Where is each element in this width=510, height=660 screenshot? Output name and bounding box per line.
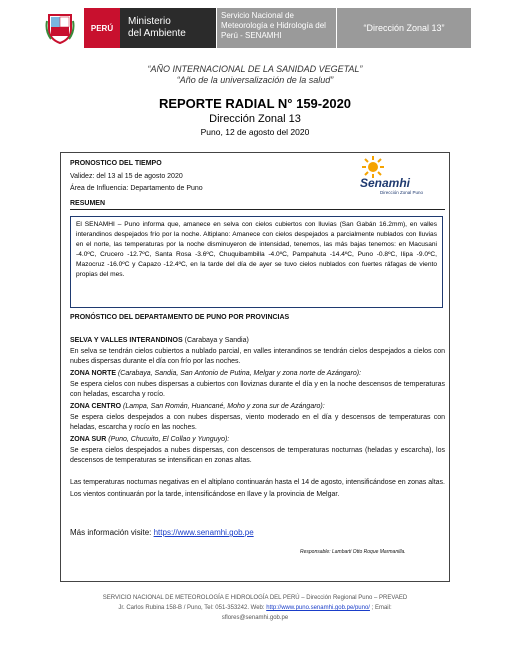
footer-line-2 [60,603,450,613]
sur-title: ZONA SUR [70,436,107,443]
peru-coat-of-arms-icon [36,8,84,48]
date-place: Puno, 12 de agosto del 2020 [200,127,310,137]
selva-title: SELVA Y VALLES INTERANDINOS [70,337,183,344]
direction-label: Dirección Zonal 13 [209,113,301,125]
zone-label: “Dirección Zonal 13” [336,8,471,48]
summary-text: El SENAMHI – Puno informa que, amanece en selva con cielos cubiertos con lluvias (San Gabán 16.2mm), en valles interandinos despejados frío por la noche. Altiplano: Amanece con cielos despejados a parcialmente nublados con lluvias en el norte, las temperaturas por la noche disminuyeron de intensidad, tenemos, las más bajas tenemos: en Macusani -4.0ºC, Crucero -12.7ºC, Santa Rosa -3.6ºC, Chuquibambilla -4.0ºC, Pampahuta -14.4ºC, Puno -0.8ºC, Ilipa -9.0ºC, Mazocruz -16.0ºC y Capazo -12.4ºC, en la tarde del día de ayer se tuvo cielos nublados con fuertes ráfagas de viento propias del mes. [70,216,443,308]
more-info [70,528,254,538]
forecast-validity: Validez: del 13 al 15 de agosto 2020 [70,173,183,180]
ministry-label [120,8,216,48]
night-temperatures-text: Las temperaturas nocturnas negativas en el altiplano continuarán hasta el 14 de agosto, intensificándose en zonas altas. Los vientos continuarán por la tarde, intensificándose en Ilave y la provincia de Melgar. [70,479,445,498]
norte-places: (Carabaya, Sandia, San Antonio de Putina, Melgar y zona norte de Azángaro): [116,370,362,377]
centro-text: Se espera cielos despejados a con nubes dispersas, viento moderado en el día y descensos de temperaturas con heladas, escarcha y rocío en las noches. [70,414,445,431]
forecast-heading: PRONOSTICO DEL TIEMPO [70,160,162,167]
footer-email-label: ; Email: [369,605,392,611]
forecast-area: Área de Influencia: Departamento de Puno [70,185,203,192]
selva-heading [70,336,445,346]
peru-label: PERÚ [84,8,120,48]
centro-title: ZONA CENTRO [70,403,122,410]
provinces-heading: PRONÓSTICO DEL DEPARTAMENTO DE PUNO POR PROVINCIAS [70,314,290,321]
service-line-1: Servicio Nacional de [221,11,294,20]
sur-places: (Puno, Chucuito, El Collao y Yunguyo): [106,436,230,443]
selva-places: (Carabaya y Sandia) [182,337,249,344]
logo-subtext: Dirección Zonal Puno [380,190,424,195]
footer-line-1: SERVICIO NACIONAL DE METEOROLOGÍA E HIDROLOGÍA DEL PERÚ – Dirección Regional Puno – PREVAED [102,595,408,601]
senamhi-logo [358,156,438,196]
sur-text: Se espera cielos despejados a nubes dispersas, con descensos de temperaturas nocturnas (heladas y escarcha), los descensos de temperaturas se intensifican en zonas altas. [70,447,445,464]
summary-heading: RESUMEN [70,200,106,207]
selva-text: En selva se tendrán cielos cubiertos a nublado parcial, en valles interandinos se tendrán cielos despejados a cielos con nubes dispersas durante el día con frío por las noches. [70,348,445,365]
sur-heading [70,435,445,445]
centro-places: (Lampa, San Román, Huancané, Moho y zona sur de Azángaro): [121,403,325,410]
report-title: REPORTE RADIAL N° 159-2020 [158,96,352,111]
centro-heading [70,402,445,412]
norte-text: Se espera cielos con nubes dispersas a cubiertos con lloviznas durante el día y en la noche descensos de temperaturas con heladas, escarcha y rocío. [70,381,445,398]
more-info-label: Más información visite: [70,528,154,537]
header-banner [36,8,471,48]
ministry-line-1: Ministerio [128,16,171,27]
year-subtitle: “Año de la universalización de la salud” [176,75,334,85]
footer-address: Jr. Carlos Rubina 158-B / Puno, Tel: 051-353242. Web: [118,605,267,611]
footer-web-link[interactable]: http://www.puno.senamhi.gob.pe/puno/ [266,605,370,611]
footer-email[interactable]: sflores@senamhi.gob.pe [221,615,289,621]
summary-divider [70,209,445,210]
norte-heading [70,369,445,379]
service-line-3: Perú - SENAMHI [221,31,282,40]
responsible-label: Responsable: Lambarti Otto Roque Marmanilla. [300,549,406,555]
year-title: “AÑO INTERNACIONAL DE LA SANIDAD VEGETAL” [147,64,363,74]
norte-title: ZONA NORTE [70,370,117,377]
senamhi-website-link[interactable]: https://www.senamhi.gob.pe [153,528,254,537]
service-line-2: Meteorología e Hidrología del [221,21,326,30]
ministry-line-2: del Ambiente [128,28,186,39]
logo-text: Senamhi [360,176,411,190]
service-label [216,8,336,48]
sun-icon [362,156,384,178]
